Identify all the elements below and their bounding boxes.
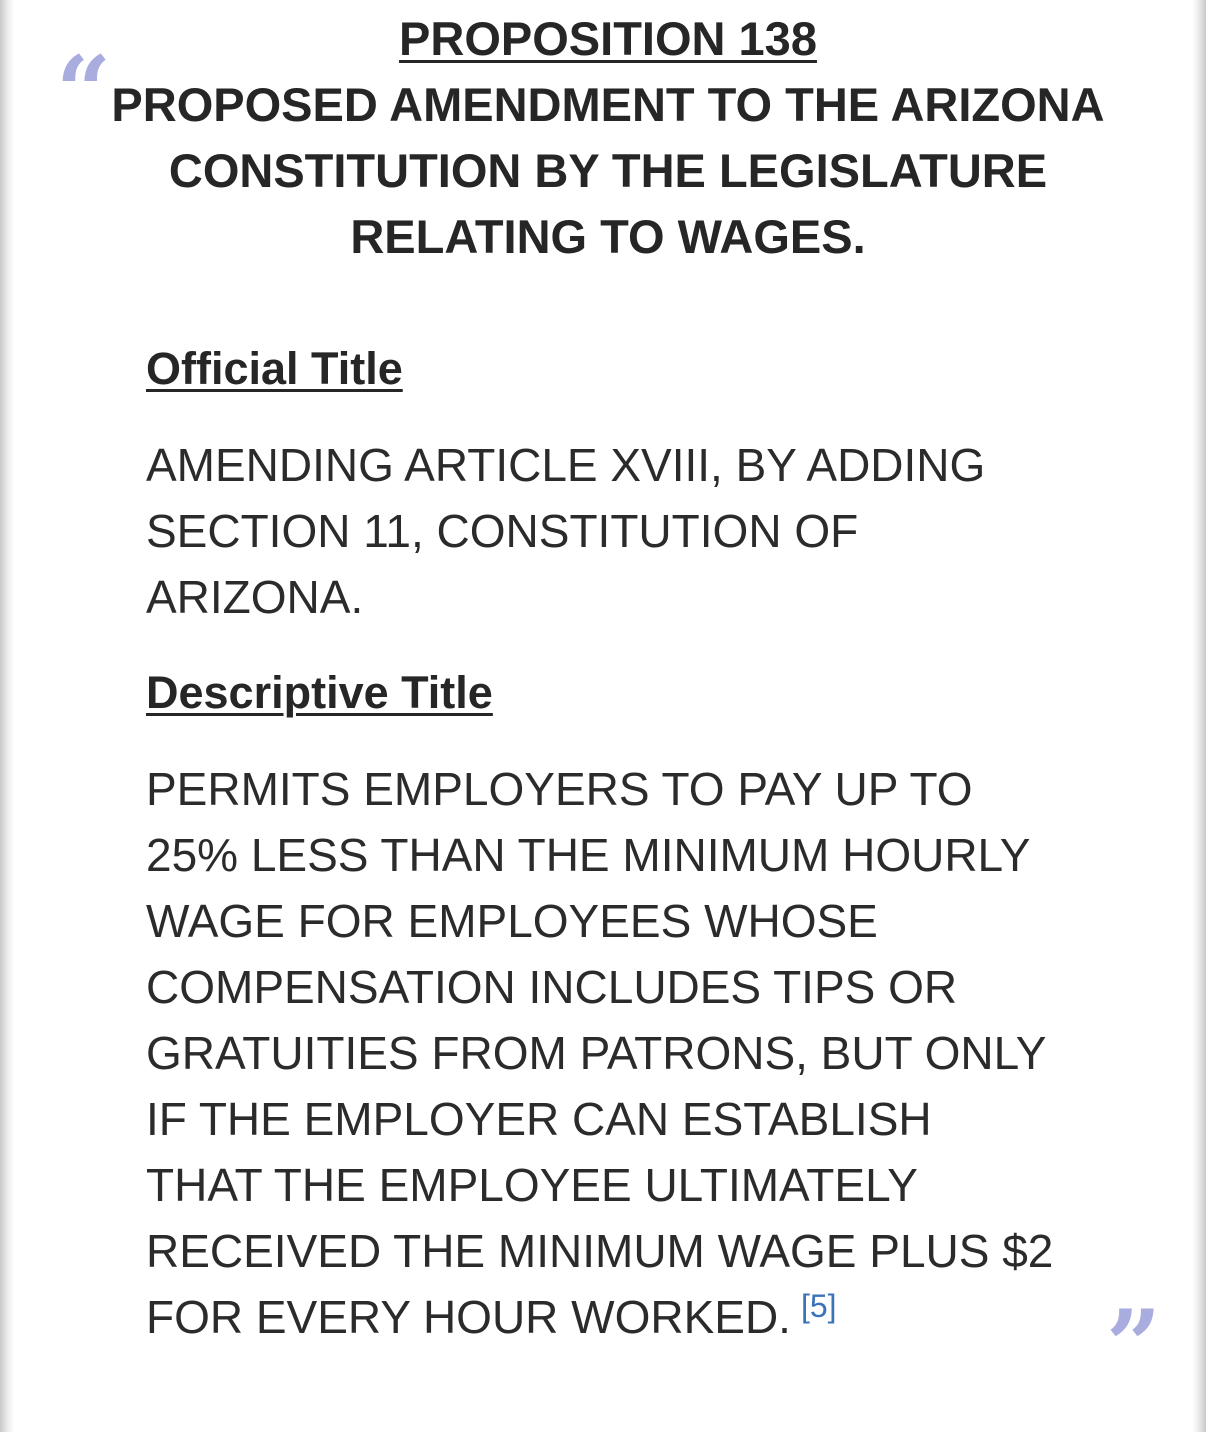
page-edge-right <box>1192 0 1206 1432</box>
descriptive-title-text: PERMITS EMPLOYERS TO PAY UP TO 25% LESS THAN THE MINIMUM HOURLY WAGE FOR EMPLOYEES WHOSE COMPENSATION INCLUDES TIPS OR GRATUITIES FROM PATRONS, BUT ONLY IF THE EMPLOYER CAN ESTABLISH THAT THE EMPLOYEE ULTIMATELY RECEIVED THE MINIMUM WAGE PLUS $2 FOR EVERY HOUR WORKED. <box>146 763 1054 1343</box>
proposition-heading <box>100 10 1116 270</box>
proposition-number: PROPOSITION 138 <box>399 12 817 65</box>
official-title-heading: Official Title <box>146 343 403 394</box>
open-quote-icon: “ <box>56 35 106 148</box>
close-quote-icon: ” <box>1106 1289 1156 1402</box>
footnote-link[interactable]: [5] <box>800 1288 837 1324</box>
descriptive-title-block <box>146 756 1056 1350</box>
page-edge-left <box>0 0 14 1432</box>
official-title-text: AMENDING ARTICLE XVIII, BY ADDING SECTION 11, CONSTITUTION OF ARIZONA. <box>146 439 986 623</box>
proposition-title: PROPOSED AMENDMENT TO THE ARIZONA CONSTITUTION BY THE LEGISLATURE RELATING TO WAGES. <box>111 78 1105 263</box>
descriptive-title-heading: Descriptive Title <box>146 667 493 718</box>
